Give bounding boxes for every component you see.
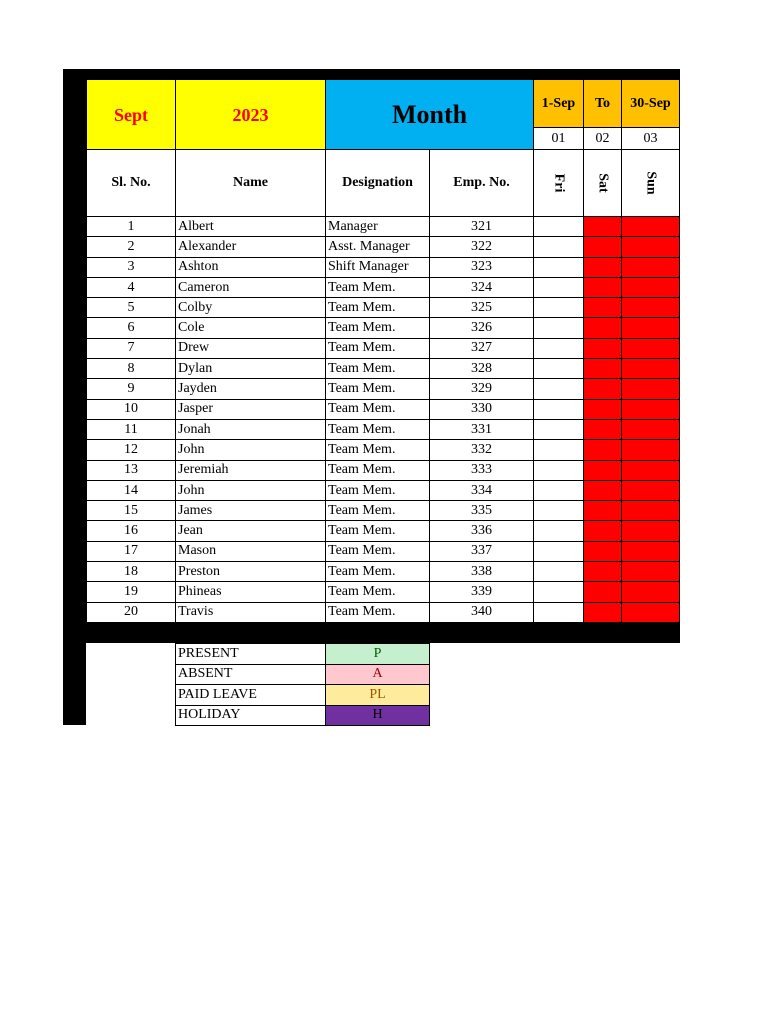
day-cell-sat[interactable] bbox=[584, 480, 622, 500]
designation-cell[interactable]: Team Mem. bbox=[326, 501, 430, 521]
legend-label[interactable]: PRESENT bbox=[176, 644, 326, 665]
emp-no-cell[interactable]: 324 bbox=[430, 277, 534, 297]
day-cell-sat[interactable] bbox=[584, 338, 622, 358]
day-cell-sat[interactable] bbox=[584, 440, 622, 460]
day-cell-fri[interactable] bbox=[534, 217, 584, 237]
emp-no-cell[interactable]: 334 bbox=[430, 480, 534, 500]
sl-no-cell[interactable]: 13 bbox=[87, 460, 176, 480]
designation-cell[interactable]: Team Mem. bbox=[326, 359, 430, 379]
day-cell-sun[interactable] bbox=[622, 359, 680, 379]
emp-no-cell[interactable]: 339 bbox=[430, 582, 534, 602]
name-cell[interactable]: Dylan bbox=[176, 359, 326, 379]
sl-no-cell[interactable]: 17 bbox=[87, 541, 176, 561]
day-cell-sat[interactable] bbox=[584, 318, 622, 338]
sl-no-cell[interactable]: 7 bbox=[87, 338, 176, 358]
emp-no-cell[interactable]: 337 bbox=[430, 541, 534, 561]
day-cell-fri[interactable] bbox=[534, 399, 584, 419]
emp-no-cell[interactable]: 326 bbox=[430, 318, 534, 338]
day-cell-sun[interactable] bbox=[622, 521, 680, 541]
attendance-sheet bbox=[86, 79, 680, 623]
day-cell-fri[interactable] bbox=[534, 541, 584, 561]
day-cell-fri[interactable] bbox=[534, 562, 584, 582]
designation-cell[interactable]: Team Mem. bbox=[326, 318, 430, 338]
designation-cell[interactable]: Shift Manager bbox=[326, 257, 430, 277]
day-name-header[interactable] bbox=[622, 150, 680, 217]
table-row bbox=[87, 419, 680, 439]
emp-no-cell[interactable]: 331 bbox=[430, 419, 534, 439]
day-number-cell[interactable]: 01 bbox=[534, 128, 584, 150]
day-cell-sat[interactable] bbox=[584, 419, 622, 439]
table-row bbox=[87, 318, 680, 338]
legend-label[interactable]: PAID LEAVE bbox=[176, 685, 326, 706]
name-cell[interactable]: Jasper bbox=[176, 399, 326, 419]
attendance-legend bbox=[175, 643, 430, 726]
day-number-cell[interactable]: 02 bbox=[584, 128, 622, 150]
day-cell-sat[interactable] bbox=[584, 602, 622, 622]
day-cell-fri[interactable] bbox=[534, 521, 584, 541]
name-cell[interactable]: Drew bbox=[176, 338, 326, 358]
bottom-black-border bbox=[63, 623, 680, 643]
name-cell[interactable]: Phineas bbox=[176, 582, 326, 602]
designation-cell[interactable]: Team Mem. bbox=[326, 379, 430, 399]
sl-no-cell[interactable]: 18 bbox=[87, 562, 176, 582]
year-cell[interactable]: 2023 bbox=[176, 80, 326, 150]
table-row bbox=[87, 562, 680, 582]
day-cell-sun[interactable] bbox=[622, 501, 680, 521]
legend-code[interactable]: H bbox=[326, 705, 430, 726]
day-cell-sat[interactable] bbox=[584, 217, 622, 237]
day-cell-fri[interactable] bbox=[534, 379, 584, 399]
day-cell-fri[interactable] bbox=[534, 602, 584, 622]
designation-cell[interactable]: Asst. Manager bbox=[326, 237, 430, 257]
designation-cell[interactable]: Team Mem. bbox=[326, 399, 430, 419]
emp-no-cell[interactable]: 338 bbox=[430, 562, 534, 582]
column-header-name[interactable]: Name bbox=[176, 150, 326, 217]
day-cell-fri[interactable] bbox=[534, 359, 584, 379]
day-cell-sat[interactable] bbox=[584, 460, 622, 480]
table-row bbox=[87, 237, 680, 257]
name-cell[interactable]: Jean bbox=[176, 521, 326, 541]
name-cell[interactable]: John bbox=[176, 440, 326, 460]
sl-no-cell[interactable]: 11 bbox=[87, 419, 176, 439]
table-row bbox=[87, 582, 680, 602]
legend-code[interactable]: P bbox=[326, 644, 430, 665]
emp-no-cell[interactable]: 330 bbox=[430, 399, 534, 419]
name-cell[interactable]: James bbox=[176, 501, 326, 521]
sl-no-cell[interactable]: 1 bbox=[87, 217, 176, 237]
day-cell-sun[interactable] bbox=[622, 399, 680, 419]
day-cell-fri[interactable] bbox=[534, 501, 584, 521]
sl-no-cell[interactable]: 4 bbox=[87, 277, 176, 297]
sl-no-cell[interactable]: 10 bbox=[87, 399, 176, 419]
day-cell-sun[interactable] bbox=[622, 379, 680, 399]
day-cell-sat[interactable] bbox=[584, 257, 622, 277]
table-row bbox=[87, 379, 680, 399]
sl-no-cell[interactable]: 19 bbox=[87, 582, 176, 602]
table-row bbox=[87, 541, 680, 561]
day-cell-sat[interactable] bbox=[584, 298, 622, 318]
day-name-header[interactable] bbox=[584, 150, 622, 217]
name-cell[interactable]: Cameron bbox=[176, 277, 326, 297]
day-cell-sat[interactable] bbox=[584, 379, 622, 399]
day-cell-sun[interactable] bbox=[622, 582, 680, 602]
name-cell[interactable]: John bbox=[176, 480, 326, 500]
emp-no-cell[interactable]: 321 bbox=[430, 217, 534, 237]
emp-no-cell[interactable]: 323 bbox=[430, 257, 534, 277]
emp-no-cell[interactable]: 332 bbox=[430, 440, 534, 460]
emp-no-cell[interactable]: 328 bbox=[430, 359, 534, 379]
range-end-cell[interactable]: 30-Sep bbox=[622, 80, 680, 128]
emp-no-cell[interactable]: 322 bbox=[430, 237, 534, 257]
day-cell-sat[interactable] bbox=[584, 237, 622, 257]
day-cell-fri[interactable] bbox=[534, 440, 584, 460]
table-row bbox=[87, 602, 680, 622]
day-cell-sun[interactable] bbox=[622, 318, 680, 338]
sheet-title[interactable]: Month bbox=[326, 80, 534, 150]
designation-cell[interactable]: Team Mem. bbox=[326, 480, 430, 500]
range-to-cell[interactable]: To bbox=[584, 80, 622, 128]
legend-row bbox=[176, 644, 430, 665]
emp-no-cell[interactable]: 329 bbox=[430, 379, 534, 399]
day-cell-sat[interactable] bbox=[584, 399, 622, 419]
legend-row bbox=[176, 664, 430, 685]
emp-no-cell[interactable]: 327 bbox=[430, 338, 534, 358]
designation-cell[interactable]: Team Mem. bbox=[326, 298, 430, 318]
name-cell[interactable]: Jonah bbox=[176, 419, 326, 439]
day-cell-sat[interactable] bbox=[584, 541, 622, 561]
legend-code[interactable]: PL bbox=[326, 685, 430, 706]
day-cell-sun[interactable] bbox=[622, 257, 680, 277]
designation-cell[interactable]: Team Mem. bbox=[326, 338, 430, 358]
designation-cell[interactable]: Team Mem. bbox=[326, 582, 430, 602]
table-row bbox=[87, 217, 680, 237]
day-cell-sun[interactable] bbox=[622, 541, 680, 561]
name-cell[interactable]: Ashton bbox=[176, 257, 326, 277]
day-cell-sun[interactable] bbox=[622, 237, 680, 257]
day-cell-sun[interactable] bbox=[622, 277, 680, 297]
day-cell-fri[interactable] bbox=[534, 277, 584, 297]
sl-no-cell[interactable]: 3 bbox=[87, 257, 176, 277]
name-cell[interactable]: Travis bbox=[176, 602, 326, 622]
sl-no-cell[interactable]: 20 bbox=[87, 602, 176, 622]
table-row bbox=[87, 399, 680, 419]
designation-cell[interactable]: Team Mem. bbox=[326, 562, 430, 582]
designation-cell[interactable]: Manager bbox=[326, 217, 430, 237]
month-cell[interactable]: Sept bbox=[87, 80, 176, 150]
table-row bbox=[87, 440, 680, 460]
name-cell[interactable]: Jeremiah bbox=[176, 460, 326, 480]
day-cell-sun[interactable] bbox=[622, 440, 680, 460]
day-cell-fri[interactable] bbox=[534, 237, 584, 257]
sl-no-cell[interactable]: 8 bbox=[87, 359, 176, 379]
sl-no-cell[interactable]: 12 bbox=[87, 440, 176, 460]
day-cell-sat[interactable] bbox=[584, 501, 622, 521]
sl-no-cell[interactable]: 5 bbox=[87, 298, 176, 318]
day-cell-fri[interactable] bbox=[534, 318, 584, 338]
day-name-label: Sat bbox=[595, 173, 611, 193]
emp-no-cell[interactable]: 325 bbox=[430, 298, 534, 318]
sl-no-cell[interactable]: 16 bbox=[87, 521, 176, 541]
day-cell-sat[interactable] bbox=[584, 359, 622, 379]
designation-cell[interactable]: Team Mem. bbox=[326, 460, 430, 480]
table-row bbox=[87, 338, 680, 358]
day-cell-sun[interactable] bbox=[622, 217, 680, 237]
column-header-emp-no[interactable]: Emp. No. bbox=[430, 150, 534, 217]
table-row bbox=[87, 521, 680, 541]
sl-no-cell[interactable]: 6 bbox=[87, 318, 176, 338]
name-cell[interactable]: Mason bbox=[176, 541, 326, 561]
emp-no-cell[interactable]: 340 bbox=[430, 602, 534, 622]
day-name-header[interactable] bbox=[534, 150, 584, 217]
designation-cell[interactable]: Team Mem. bbox=[326, 277, 430, 297]
sl-no-cell[interactable]: 2 bbox=[87, 237, 176, 257]
day-cell-sun[interactable] bbox=[622, 419, 680, 439]
table-row bbox=[87, 277, 680, 297]
table-row bbox=[87, 298, 680, 318]
table-row bbox=[87, 359, 680, 379]
day-cell-fri[interactable] bbox=[534, 298, 584, 318]
day-cell-sat[interactable] bbox=[584, 277, 622, 297]
day-number-cell[interactable]: 03 bbox=[622, 128, 680, 150]
range-start-cell[interactable]: 1-Sep bbox=[534, 80, 584, 128]
day-cell-fri[interactable] bbox=[534, 480, 584, 500]
sl-no-cell[interactable]: 9 bbox=[87, 379, 176, 399]
designation-cell[interactable]: Team Mem. bbox=[326, 602, 430, 622]
column-header-sl-no[interactable]: Sl. No. bbox=[87, 150, 176, 217]
name-cell[interactable]: Jayden bbox=[176, 379, 326, 399]
sl-no-cell[interactable]: 15 bbox=[87, 501, 176, 521]
day-cell-sun[interactable] bbox=[622, 562, 680, 582]
day-cell-fri[interactable] bbox=[534, 582, 584, 602]
name-cell[interactable]: Alexander bbox=[176, 237, 326, 257]
name-cell[interactable]: Albert bbox=[176, 217, 326, 237]
day-cell-sat[interactable] bbox=[584, 582, 622, 602]
legend-row bbox=[176, 705, 430, 726]
column-header-designation[interactable]: Designation bbox=[326, 150, 430, 217]
day-cell-sat[interactable] bbox=[584, 562, 622, 582]
legend-code[interactable]: A bbox=[326, 664, 430, 685]
day-cell-sun[interactable] bbox=[622, 338, 680, 358]
table-row bbox=[87, 480, 680, 500]
day-name-label: Fri bbox=[551, 173, 567, 193]
designation-cell[interactable]: Team Mem. bbox=[326, 521, 430, 541]
emp-no-cell[interactable]: 336 bbox=[430, 521, 534, 541]
day-cell-sun[interactable] bbox=[622, 480, 680, 500]
legend-label[interactable]: ABSENT bbox=[176, 664, 326, 685]
day-cell-sun[interactable] bbox=[622, 298, 680, 318]
designation-cell[interactable]: Team Mem. bbox=[326, 440, 430, 460]
table-row bbox=[87, 257, 680, 277]
day-cell-sun[interactable] bbox=[622, 460, 680, 480]
name-cell[interactable]: Preston bbox=[176, 562, 326, 582]
day-cell-fri[interactable] bbox=[534, 338, 584, 358]
day-name-label: Sun bbox=[643, 171, 659, 195]
legend-row bbox=[176, 685, 430, 706]
name-cell[interactable]: Cole bbox=[176, 318, 326, 338]
top-black-border bbox=[63, 69, 680, 79]
table-row bbox=[87, 460, 680, 480]
day-cell-fri[interactable] bbox=[534, 257, 584, 277]
day-cell-sat[interactable] bbox=[584, 521, 622, 541]
day-cell-fri[interactable] bbox=[534, 419, 584, 439]
sl-no-cell[interactable]: 14 bbox=[87, 480, 176, 500]
emp-no-cell[interactable]: 333 bbox=[430, 460, 534, 480]
emp-no-cell[interactable]: 335 bbox=[430, 501, 534, 521]
table-row bbox=[87, 501, 680, 521]
day-cell-fri[interactable] bbox=[534, 460, 584, 480]
legend-label[interactable]: HOLIDAY bbox=[176, 705, 326, 726]
designation-cell[interactable]: Team Mem. bbox=[326, 541, 430, 561]
day-cell-sun[interactable] bbox=[622, 602, 680, 622]
name-cell[interactable]: Colby bbox=[176, 298, 326, 318]
designation-cell[interactable]: Team Mem. bbox=[326, 419, 430, 439]
